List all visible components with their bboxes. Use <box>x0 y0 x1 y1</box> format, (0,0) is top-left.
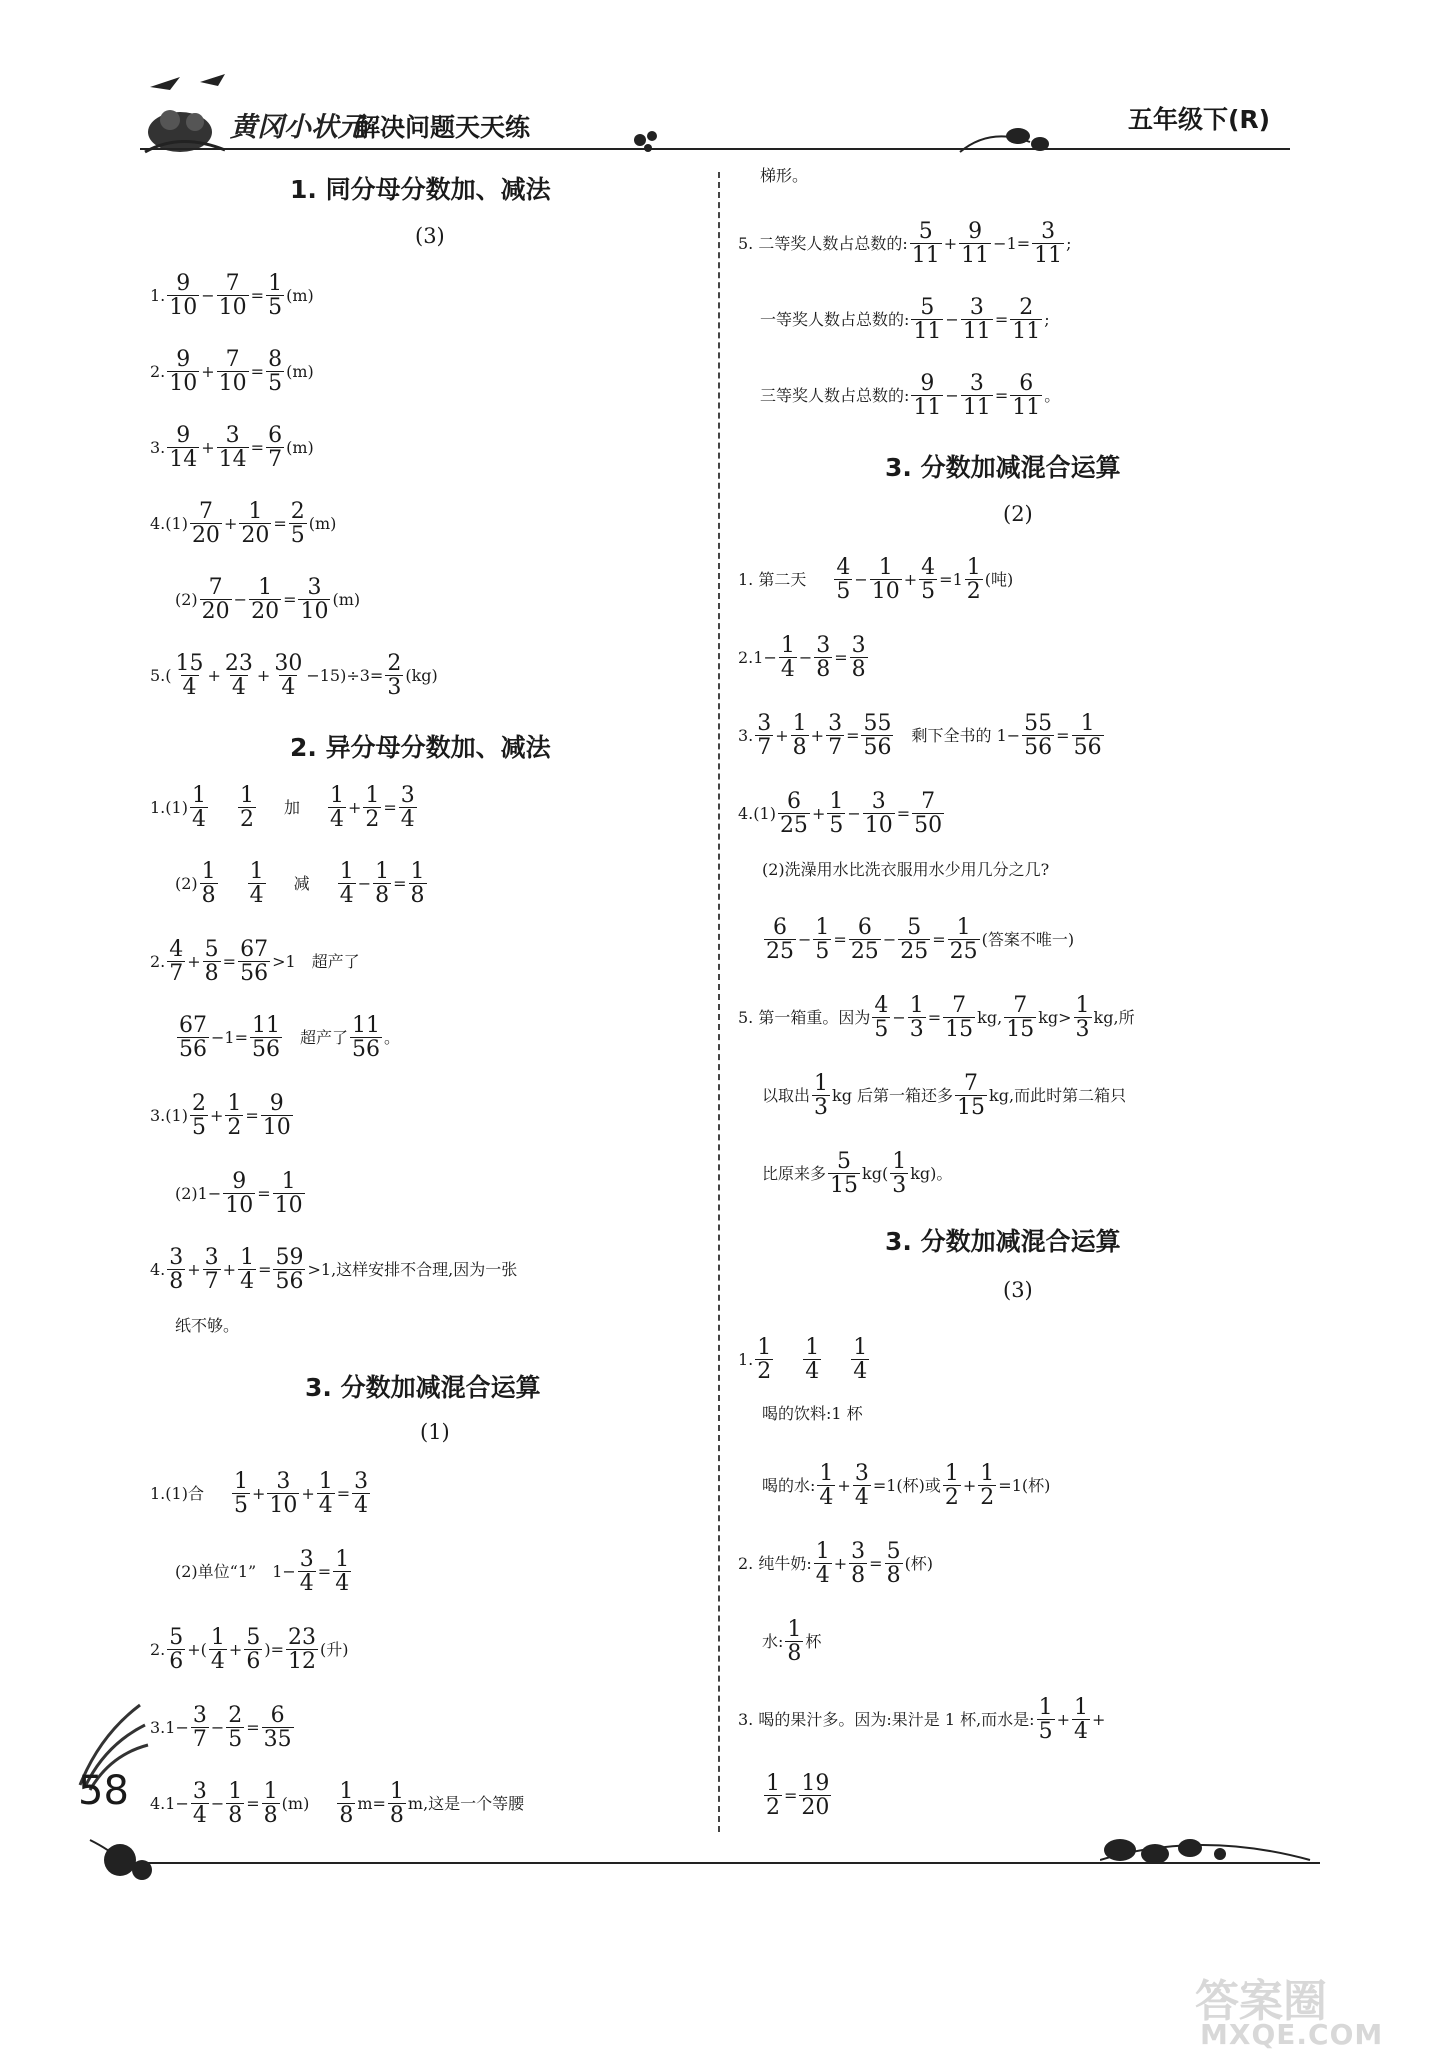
answer-line: 1. (1) 合 1 5 + $\frac{3}{10}$ + $\frac{1}{4}$ = $\frac{3}{4}$ <box>150 1469 369 1519</box>
answer-line: 纸不够。 <box>175 1316 240 1335</box>
answer-line: 4. 1− $\frac{3}{4}$ − $\frac{1}{8}$ = $\frac{1}{8}$ (m) 1 8 m= $\frac{1}{8}$ m,这是一个等腰 <box>150 1779 525 1829</box>
watermark-url: MXQE.COM <box>1200 2018 1384 2051</box>
answer-line: 4. (1) 7 20 + $\frac{1}{20}$ = $\frac{2}{5}$ (m) <box>150 499 337 549</box>
answer-line: 3. 3 7 + $\frac{1}{8}$ + $\frac{3}{7}$ = $\frac{55}{56}$ 剩下全书的 1− $\frac{55}{56}$ = $\frac{1}{56}$ <box>738 711 1102 761</box>
answer-line: 1. 第二天 4 5 − $\frac{1}{10}$ + $\frac{4}{5}$ = 1 1 2 (吨) <box>738 555 1014 605</box>
answer-line: 2. 5 6 + ( 1 4 + $\frac{5}{6}$ )= $\frac{23}{12}$ (升) <box>150 1625 349 1675</box>
page-number: 58 <box>78 1768 129 1814</box>
answer-line: 比原来多 5 15 kg( 1 3 kg)。 <box>762 1149 953 1199</box>
section-subtitle: (3) <box>1003 1278 1033 1302</box>
column-divider <box>718 172 720 1832</box>
answer-line: 3. (1) 2 5 + $\frac{1}{2}$ = $\frac{9}{10}$ <box>150 1091 291 1141</box>
answer-line: 2. 4 7 + $\frac{5}{8}$ = $\frac{67}{56}$ >1 超产了 <box>150 937 360 987</box>
answer-line: 2. 纯牛奶: 1 4 + $\frac{3}{8}$ = $\frac{5}{8}$ (杯) <box>738 1539 934 1589</box>
answer-line: 3. 1− $\frac{3}{7}$ − $\frac{2}{5}$ = $\frac{6}{35}$ <box>150 1703 292 1753</box>
brand-logo-text: 黄冈小状元 <box>230 112 365 143</box>
section-subtitle: (1) <box>420 1420 450 1444</box>
answer-line: 梯形。 <box>760 166 809 185</box>
answer-line: 三等奖人数占总数的: 9 11 − $\frac{3}{11}$ = $\frac{6}{11}$ 。 <box>760 371 1061 421</box>
answer-line: $\frac{1}{2}$ = $\frac{19}{20}$ <box>766 1771 830 1821</box>
berry-vine-ornament-icon <box>1100 1820 1320 1880</box>
watermark-logo: 答案圈 <box>1195 1976 1327 2027</box>
header-rule <box>140 148 1290 150</box>
answer-line: 水: 1 8 杯 <box>762 1617 822 1667</box>
section-title: 3. 分数加减混合运算 <box>885 453 1121 482</box>
answer-line: 喝的饮料:1 杯 <box>762 1404 863 1423</box>
section-title: 3. 分数加减混合运算 <box>305 1373 541 1402</box>
answer-line: 6 25 − $\frac{1}{5}$ = $\frac{6}{25}$ − $\frac{5}{25}$ = $\frac{1}{25}$ (答案不唯一) <box>766 915 1075 965</box>
leaf-ornament-icon <box>630 122 1090 162</box>
answer-line: 喝的水: 1 4 + $\frac{3}{4}$ =1(杯)或 1 2 + $\frac{1}{2}$ =1(杯) <box>762 1461 1051 1511</box>
section-title: 3. 分数加减混合运算 <box>885 1227 1121 1256</box>
section-subtitle: (2) <box>1003 502 1033 526</box>
answer-line: 4. (1) 6 25 + $\frac{1}{5}$ − $\frac{3}{10}$ = $\frac{7}{50}$ <box>738 789 943 839</box>
answer-line: 1. 1 2 1 4 1 4 <box>738 1335 868 1385</box>
answer-line: 5. ( 15 4 + $\frac{23}{4}$ + $\frac{30}{4}$ −15)÷3= $\frac{2}{3}$ (kg) <box>150 651 438 701</box>
answer-line: 一等奖人数占总数的: 5 11 − $\frac{3}{11}$ = $\frac{2}{11}$ ; <box>760 295 1050 345</box>
berry-ornament-icon <box>70 1820 170 1890</box>
answer-line: 5. 二等奖人数占总数的: 5 11 + $\frac{9}{11}$ −1= $\frac{3}{11}$ ; <box>738 219 1072 269</box>
answer-line: 5. 第一箱重。因为 4 5 − $\frac{1}{3}$ = $\frac{7}{15}$ kg, 7 15 kg > 1 3 kg,所 <box>738 993 1135 1043</box>
answer-line: 1. 9 10 − $\frac{7}{10}$ = $\frac{1}{5}$ (m) <box>150 271 314 321</box>
answer-line: 2. 9 10 + $\frac{7}{10}$ = $\frac{8}{5}$ (m) <box>150 347 314 397</box>
answer-line: 4. 3 8 + $\frac{3}{7}$ + $\frac{1}{4}$ = $\frac{59}{56}$ >1,这样安排不合理,因为一张 <box>150 1245 518 1295</box>
answer-line: (2) 1− $\frac{9}{10}$ = $\frac{1}{10}$ <box>175 1169 303 1219</box>
section-title: 2. 异分母分数加、减法 <box>290 733 551 762</box>
answer-line: (2) 7 20 − $\frac{1}{20}$ = $\frac{3}{10}$ (m) <box>175 575 361 625</box>
section-title: 1. 同分母分数加、减法 <box>290 175 551 204</box>
answer-line: 以取出 1 3 kg 后第一箱还多 7 15 kg,而此时第二箱只 <box>762 1071 1127 1121</box>
answer-line: 3. 9 14 + $\frac{3}{14}$ = $\frac{6}{7}$ (m) <box>150 423 314 473</box>
answer-line: (2) 1 8 1 4 减 1 4 − $\frac{1}{8}$ = $\frac{1}{8}$ <box>175 859 425 909</box>
answer-line: 67 56 −1= $\frac{11}{56}$ 超产了 11 56 。 <box>179 1013 401 1063</box>
answer-line: 1. (1) 1 4 1 2 加 1 4 + $\frac{1}{2}$ = $\frac{3}{4}$ <box>150 783 415 833</box>
series-title: 解决问题天天练 <box>355 113 531 142</box>
answer-line: 2. 1− $\frac{1}{4}$ − $\frac{3}{8}$ = $\frac{3}{8}$ <box>738 633 866 683</box>
answer-line: (2)单位“1” 1− $\frac{3}{4}$ = $\frac{1}{4}$ <box>175 1547 350 1597</box>
answer-line: 3. 喝的果汁多。因为:果汁是 1 杯,而水是: 1 5 + $\frac{1}{4}$ + <box>738 1695 1106 1745</box>
grade-label: 五年级下(R) <box>1128 105 1271 134</box>
section-subtitle: (3) <box>415 224 445 248</box>
answer-line: (2)洗澡用水比洗衣服用水少用几分之几? <box>762 860 1050 879</box>
